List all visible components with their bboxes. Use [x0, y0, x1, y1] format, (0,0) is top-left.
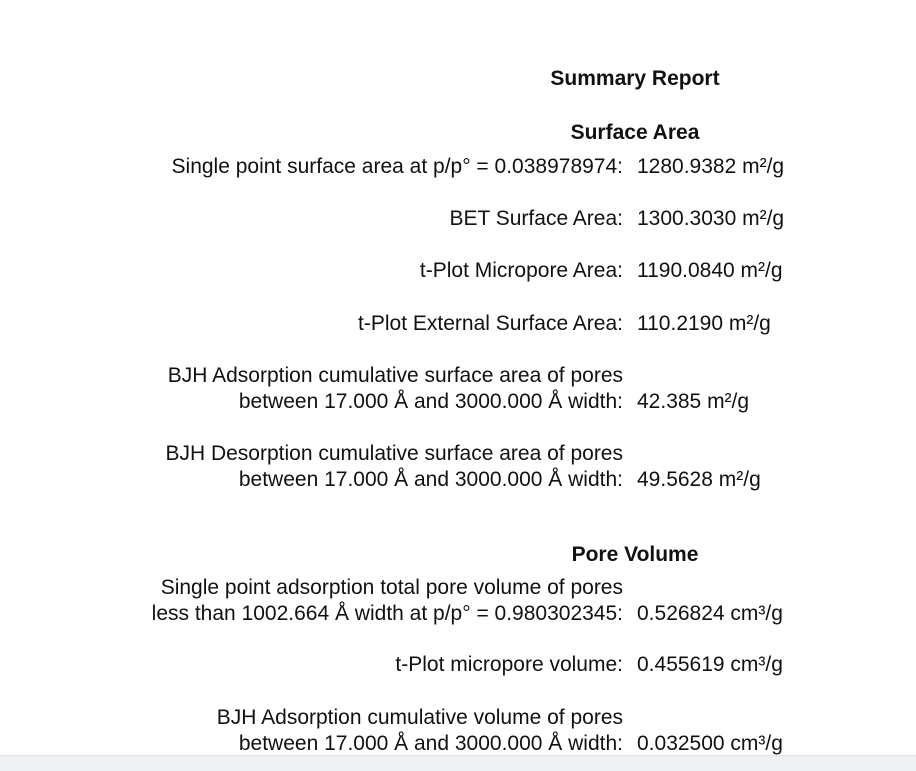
row-label	[420, 258, 623, 284]
row-value: 110.2190 m²/g	[637, 312, 771, 335]
row-value: 49.5628 m²/g	[637, 468, 761, 491]
row-value: 1300.3030 m²/g	[637, 207, 785, 230]
report-title: Summary Report	[550, 67, 720, 90]
row-label-line: Single point adsorption total pore volume of pores	[160, 576, 623, 599]
row-label-line: t-Plot Micropore Area:	[419, 259, 623, 282]
row-label-line: less than 1002.664 Å width at p/p° = 0.980302345:	[151, 602, 623, 625]
row-label-line: between 17.000 Å and 3000.000 Å width:	[238, 732, 623, 755]
row-label-line: t-Plot micropore volume:	[395, 653, 623, 676]
row-label-line: BET Surface Area:	[449, 207, 623, 230]
section-heading-pore-volume: Pore Volume	[571, 543, 699, 566]
row-value: 0.526824 cm³/g	[637, 602, 783, 625]
row-label-line: BJH Desorption cumulative surface area of pores	[165, 442, 623, 465]
row-label-line: between 17.000 Å and 3000.000 Å width:	[238, 390, 623, 413]
row-label-line: BJH Adsorption cumulative volume of pores	[216, 706, 623, 729]
row-label	[152, 575, 623, 627]
row-label	[165, 441, 623, 493]
row-label-line: BJH Adsorption cumulative surface area of pores	[167, 364, 623, 387]
row-value: 0.032500 cm³/g	[637, 732, 783, 755]
row-label	[217, 705, 623, 757]
row-label-line: t-Plot External Surface Area:	[358, 312, 623, 335]
row-value: 0.455619 cm³/g	[637, 653, 783, 676]
row-label	[449, 206, 623, 232]
section-heading-surface-area: Surface Area	[570, 121, 700, 144]
viewer-bottom-bar	[0, 755, 916, 771]
row-value: 42.385 m²/g	[637, 390, 750, 413]
row-label	[395, 652, 623, 678]
row-label-line: between 17.000 Å and 3000.000 Å width:	[238, 468, 623, 491]
row-label-line: Single point surface area at p/p° = 0.038978974:	[171, 155, 623, 178]
row-label	[358, 311, 623, 337]
row-value: 1190.0840 m²/g	[637, 259, 783, 282]
row-value: 1280.9382 m²/g	[637, 155, 785, 178]
row-label	[168, 363, 623, 415]
row-label	[172, 154, 623, 180]
